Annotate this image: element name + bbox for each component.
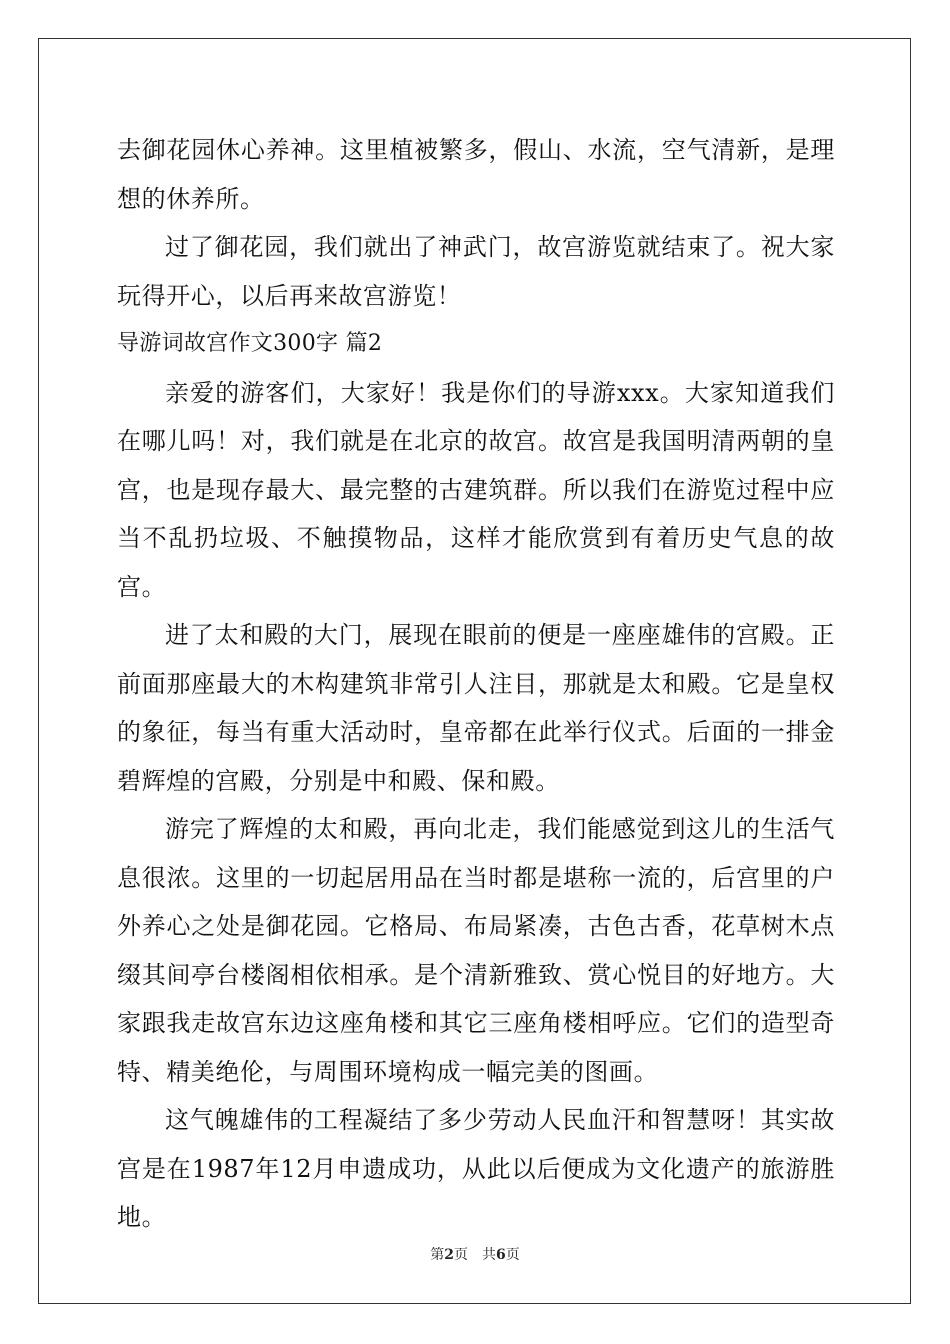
total-prefix: 共 (482, 1247, 496, 1263)
document-body (117, 126, 835, 1242)
paragraph-heritage: 这气魄雄伟的工程凝结了多少劳动人民血汗和智慧呀！其实故宫是在1987年12月申遗成功，从此以后便成为文化遗产的旅游胜地。 (117, 1106, 835, 1231)
paragraph-imperial-garden: 游完了辉煌的太和殿，再向北走，我们能感觉到这儿的生活气息很浓。这里的一切起居用品在当时都是堪称一流的，后宫里的户外养心之处是御花园。它格局、布局紧凑，古色古香，花草树木点缀其间亭台楼阁相依相承。是个清新雅致、赏心悦目的好地方。大家跟我走故宫东边这座角楼和其它三座角楼相呼应。它们的造型奇特、精美绝伦，与周围环境构成一幅完美的图画。 (117, 815, 835, 1086)
page-number (430, 1247, 468, 1263)
total-suffix: 页 (505, 1247, 520, 1263)
page-current: 2 (444, 1247, 454, 1263)
paragraph-closing: 过了御花园，我们就出了神武门，故宫游览就结束了。祝大家玩得开心，以后再来故宫游览！ (117, 233, 835, 310)
paragraph-taihe-hall: 进了太和殿的大门，展现在眼前的便是一座座雄伟的宫殿。正前面那座最大的木构建筑非常引人注目，那就是太和殿。它是皇权的象征，每当有重大活动时，皇帝都在此举行仪式。后面的一排金碧辉煌的宫殿，分别是中和殿、保和殿。 (117, 621, 835, 795)
page-prefix: 第 (430, 1247, 445, 1263)
section-heading: 导游词故宫作文300字 篇2 (117, 331, 383, 356)
paragraph-continuation: 去御花园休心养神。这里植被繁多，假山、水流，空气清新，是理想的休养所。 (117, 136, 835, 213)
total-count: 6 (496, 1247, 506, 1263)
page-suffix: 页 (454, 1247, 468, 1263)
page-footer (0, 1244, 950, 1264)
page-total (482, 1247, 520, 1263)
paragraph-intro: 亲爱的游客们，大家好！我是你们的导游xxx。大家知道我们在哪儿吗！对，我们就是在北京的故宫。故宫是我国明清两朝的皇宫，也是现存最大、最完整的古建筑群。所以我们在游览过程中应当不乱扔垃圾、不触摸物品，这样才能欣赏到有着历史气息的故宫。 (117, 378, 835, 601)
